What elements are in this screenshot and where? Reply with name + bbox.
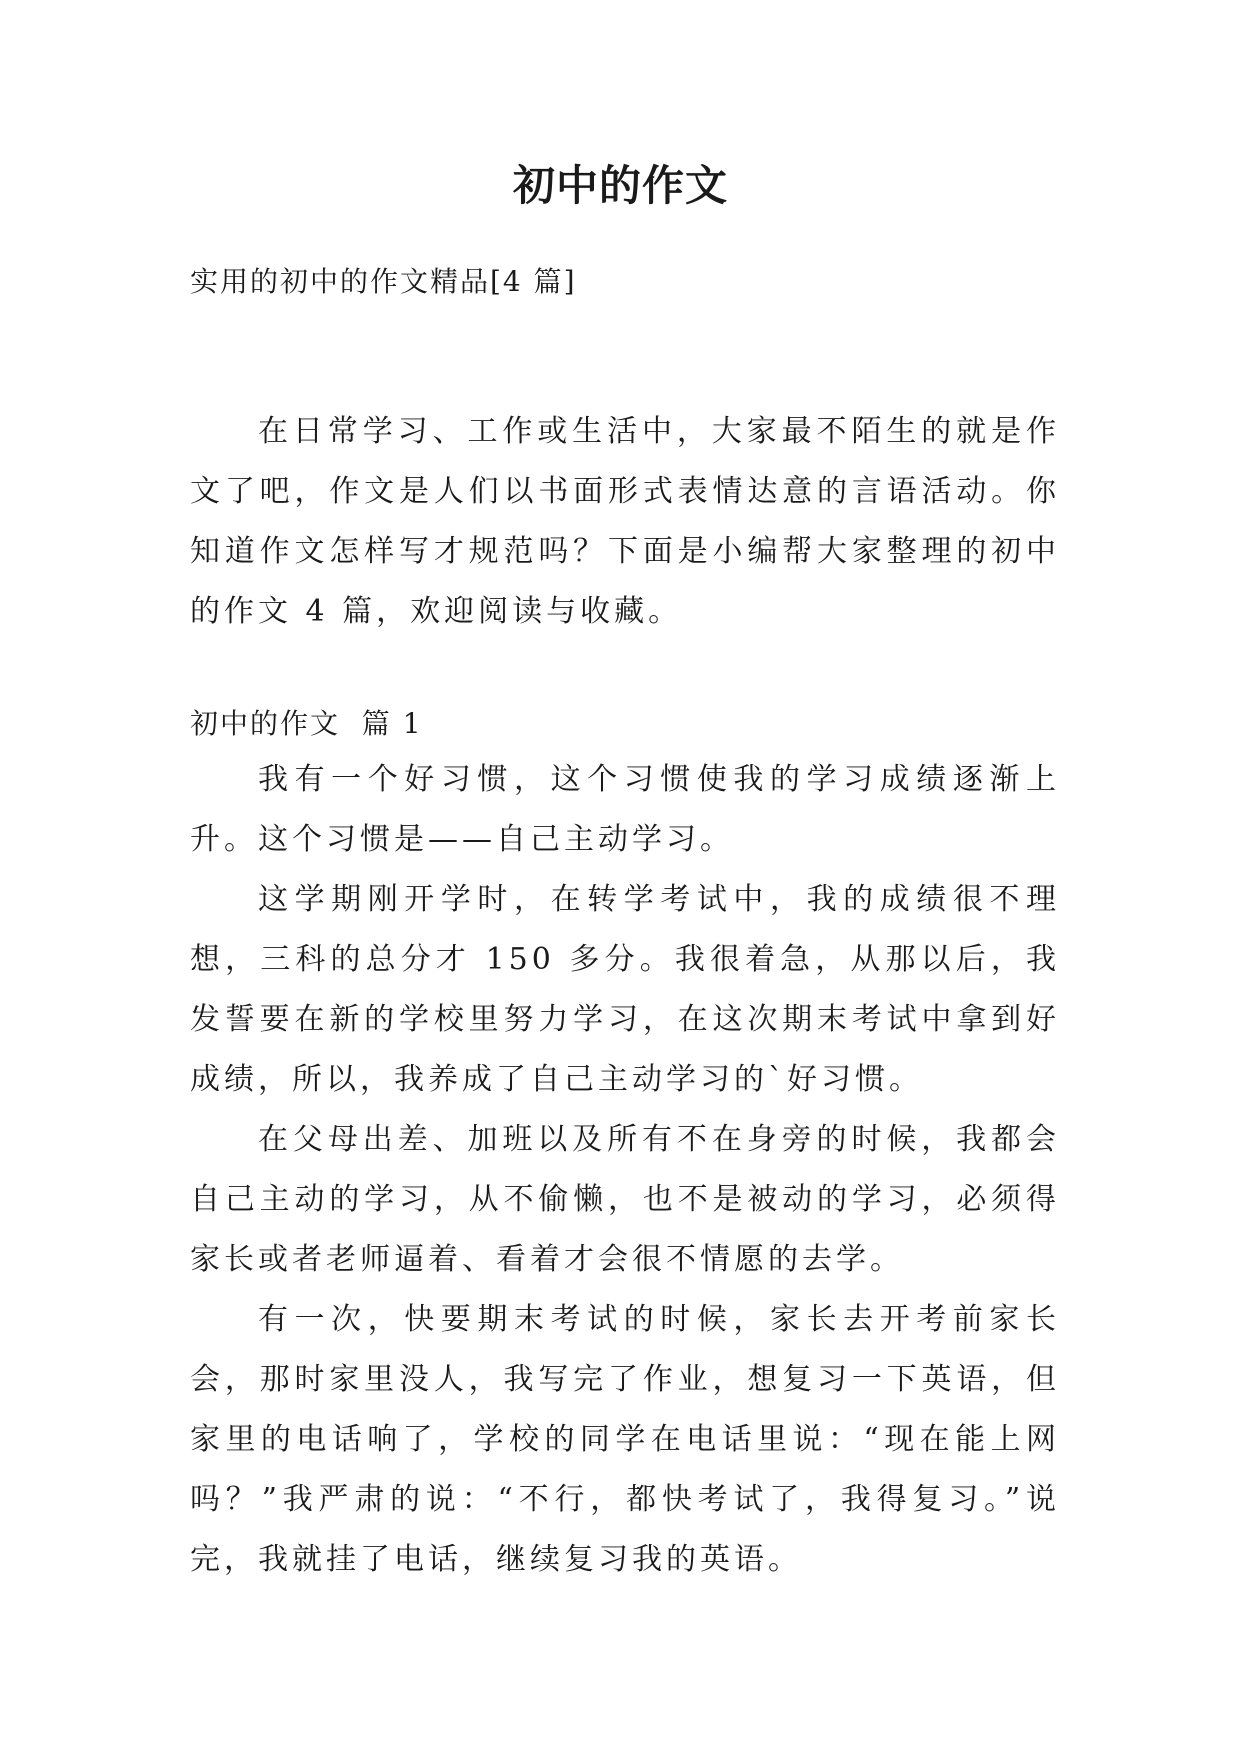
intro-paragraph: 在日常学习、工作或生活中，大家最不陌生的就是作文了吧，作文是人们以书面形式表情达意的言语活动。你知道作文怎样写才规范吗？下面是小编帮大家整理的初中的作文 4 篇，欢迎阅读与收藏。: [190, 414, 1060, 629]
section-heading: 初中的作文 篇 1: [190, 707, 423, 740]
body-paragraph-3: 在父母出差、加班以及所有不在身旁的时候，我都会自己主动的学习，从不偷懒，也不是被动的学习，必须得家长或者老师逼着、看着才会很不情愿的去学。: [190, 1122, 1060, 1277]
document-subtitle: 实用的初中的作文精品[4 篇]: [190, 265, 577, 298]
body-paragraph-1: 我有一个好习惯，这个习惯使我的学习成绩逐渐上升。这个习惯是——自己主动学习。: [190, 762, 1060, 857]
document-title: 初中的作文: [512, 161, 728, 210]
body-paragraph-4: 有一次，快要期末考试的时候，家长去开考前家长会，那时家里没人，我写完了作业，想复习一下英语，但家里的电话响了，学校的同学在电话里说：“现在能上网吗？”我严肃的说：“不行，都快考试了，我得复习。”说完，我就挂了电话，继续复习我的英语。: [190, 1302, 1060, 1577]
body-paragraph-2: 这学期刚开学时，在转学考试中，我的成绩很不理想，三科的总分才 150 多分。我很着急，从那以后，我发誓要在新的学校里努力学习，在这次期末考试中拿到好成绩，所以，我养成了自己主动学习的`好习惯。: [190, 882, 1060, 1097]
